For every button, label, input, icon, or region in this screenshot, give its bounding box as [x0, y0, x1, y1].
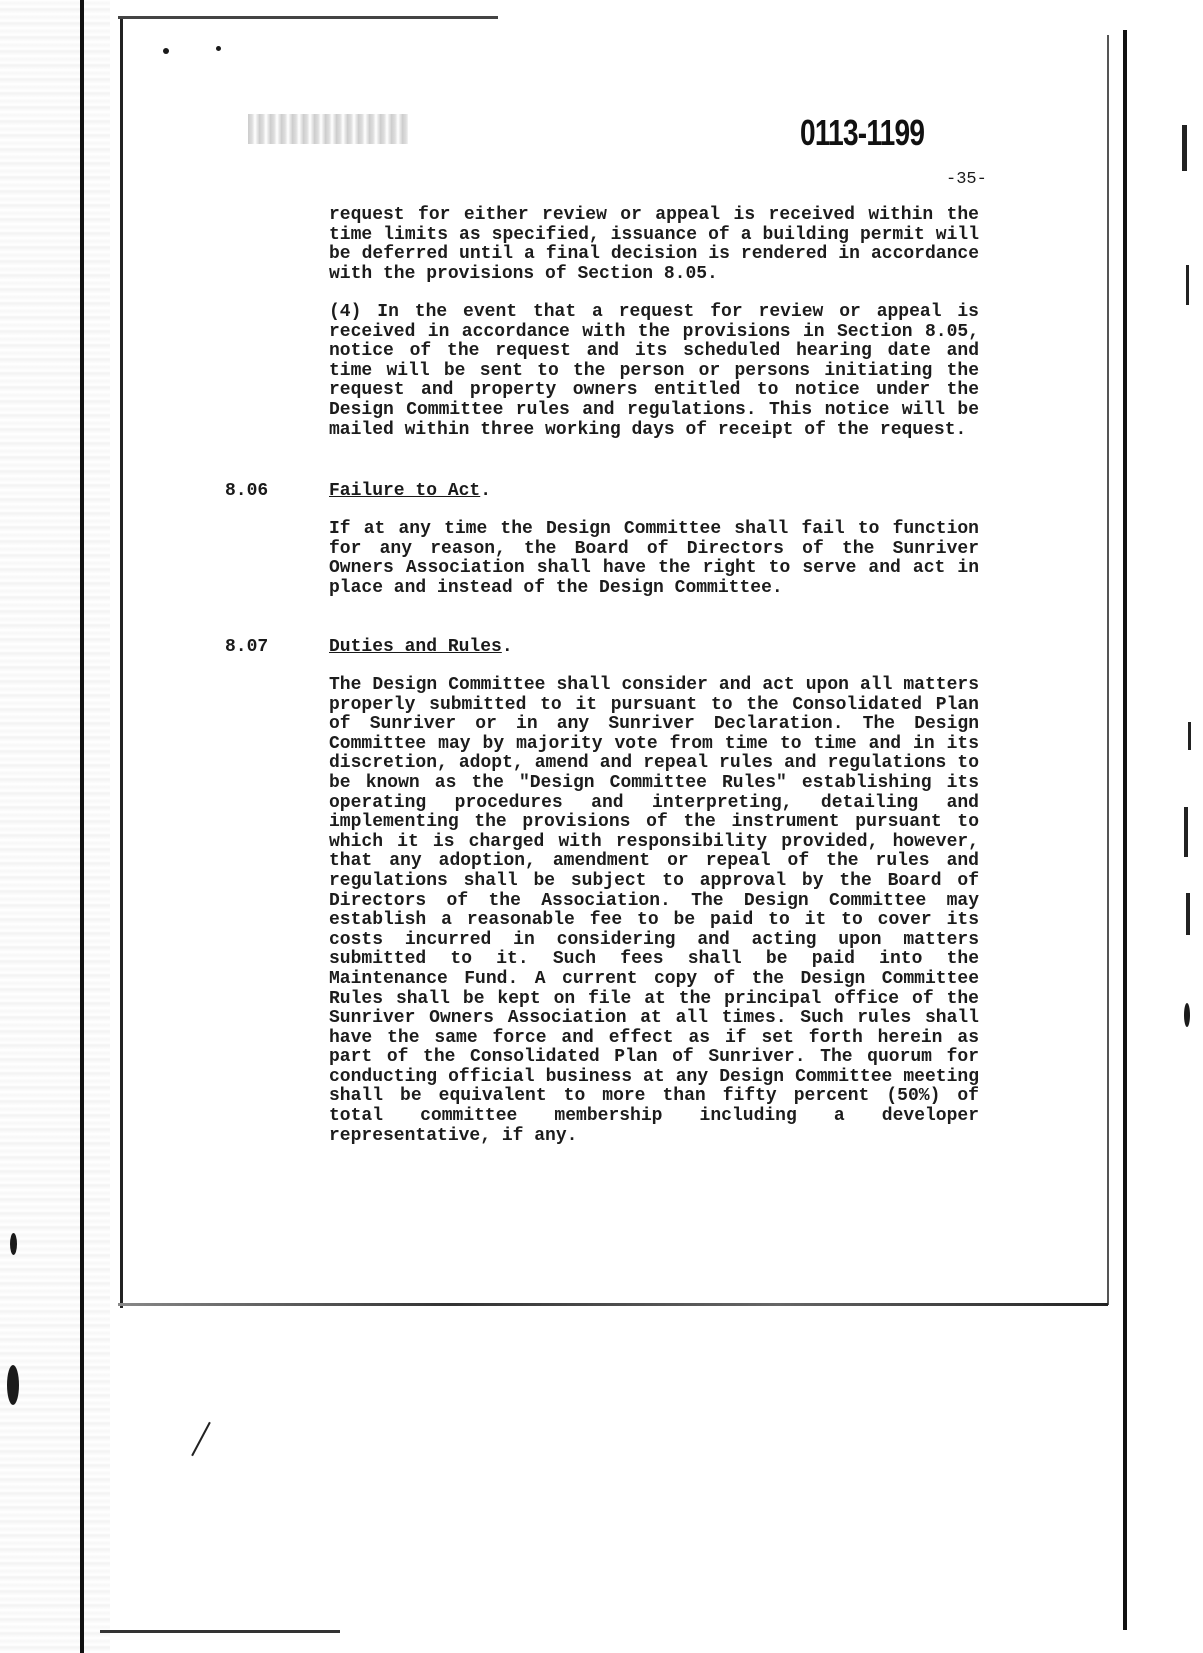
- outer-bottom-border-line: [100, 1630, 340, 1633]
- section-heading-8-07: [329, 637, 513, 657]
- ink-blot: [1184, 1003, 1190, 1027]
- ink-speck: [163, 48, 169, 54]
- illegible-stamp-smudge: [248, 114, 408, 144]
- section-heading-text: Failure to Act: [329, 481, 481, 501]
- section-body-8-06: If at any time the Design Committee shall fail to function for any reason, the Board of Directors of the Sunriver Owners Association shall have the right to serve and act in place and instead of the Design Committee.: [329, 519, 979, 598]
- continuation-paragraph: request for either review or appeal is received within the time limits as specified, issuance of a building permit will be deferred until a final decision is rendered in accordance with the provisions of Section 8.05.: [329, 205, 979, 284]
- section-number-8-06: 8.06: [225, 481, 269, 501]
- edge-mark: [1186, 893, 1190, 935]
- ink-speck: [216, 46, 221, 51]
- edge-mark: [1188, 722, 1191, 750]
- section-heading-period: .: [501, 637, 513, 657]
- ink-blot: [10, 1233, 17, 1255]
- page-number: -35-: [946, 170, 987, 189]
- section-number-8-07: 8.07: [225, 637, 269, 657]
- ink-blot: [7, 1365, 19, 1405]
- section-heading-period: .: [480, 481, 492, 501]
- section-heading-8-06: [329, 481, 491, 501]
- pen-slash-mark: [191, 1422, 211, 1456]
- inner-right-border-line: [1107, 35, 1109, 1305]
- inner-left-border-line: [120, 18, 123, 1308]
- right-border-line: [1123, 30, 1127, 1630]
- scan-noise-left-margin: [0, 0, 110, 1653]
- item-4-paragraph: (4) In the event that a request for review or appeal is received in accordance with the provisions in Section 8.05, notice of the request and its scheduled hearing date and time will be sent to the person or persons initiating the request and property owners entitled to notice under the Design Committee rules and regulations. This notice will be mailed within three working days of receipt of the request.: [329, 302, 979, 440]
- edge-mark: [1184, 807, 1188, 857]
- edge-mark: [1186, 265, 1189, 305]
- left-border-line: [80, 0, 84, 1653]
- top-border-line: [118, 16, 498, 19]
- bottom-border-line: [118, 1303, 1108, 1306]
- edge-mark: [1182, 125, 1187, 171]
- section-heading-text: Duties and Rules: [329, 637, 502, 657]
- section-body-8-07: The Design Committee shall consider and act upon all matters properly submitted to it pursuant to the Consolidated Plan of Sunriver or in any Sunriver Declaration. The Design Committee may by majority vote from time to time and in its discretion, adopt, amend and repeal rules and regulations to be known as the "Design Committee Rules" establishing its operating procedures and interpreting, detailing and implementing the provisions of the instrument pursuant to which it is charged with responsibility provided, however, that any adoption, amendment or repeal of the rules and regulations shall be subject to approval by the Board of Directors of the Association. The Design Committee may establish a reasonable fee to be paid to it to cover its costs incurred in considering and acting upon matters submitted to it. Such fees shall be paid into the Maintenance Fund. A current copy of the Design Committee Rules shall be kept on file at the principal office of the Sunriver Owners Association at all times. Such rules shall have the same force and effect as if set forth herein as part of the Consolidated Plan of Sunriver. The quorum for conducting official business at any Design Committee meeting shall be equivalent to more than fifty percent (50%) of total committee membership including a developer representative, if any.: [329, 675, 979, 1146]
- document-number: 0113-1199: [800, 112, 925, 153]
